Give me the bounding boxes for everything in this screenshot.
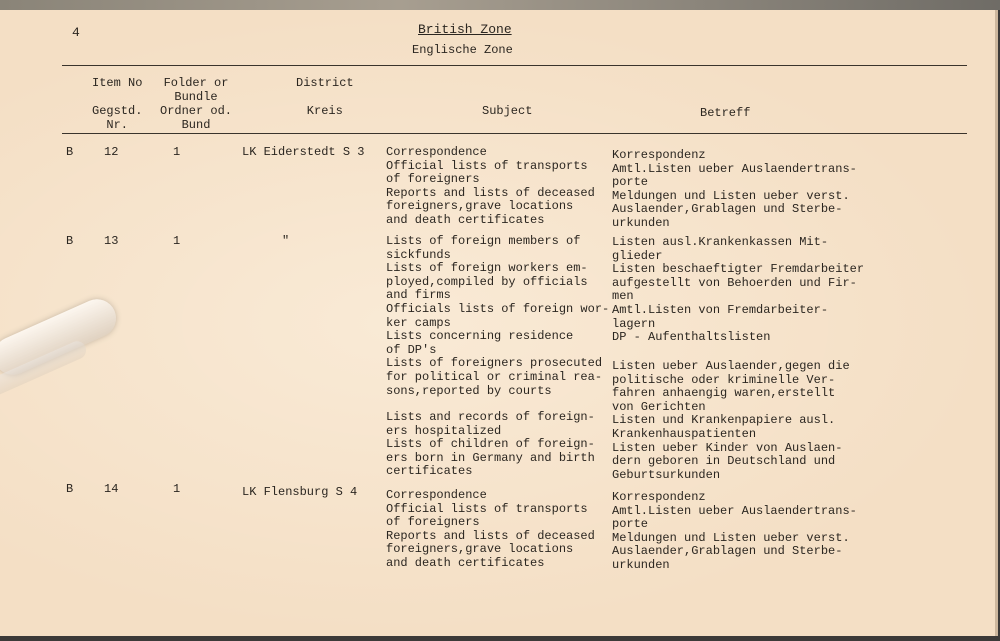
scan-top-edge — [0, 0, 1000, 10]
page-subtitle: Englische Zone — [412, 43, 513, 57]
document-page — [0, 10, 998, 636]
header-top-rule — [62, 65, 967, 66]
row-14-betreff: Korrespondenz Amtl.Listen ueber Auslaendertrans- porte Meldungen und Listen ueber verst. Auslaender,Grablagen und Sterbe- urkunden — [612, 490, 857, 572]
column-header-district: District Kreis — [296, 76, 354, 118]
row-14-subject: Correspondence Official lists of transports of foreigners Reports and lists of deceased foreigners,grave locations and death certificates — [386, 488, 595, 570]
column-header-subject: Subject — [482, 104, 533, 118]
row-14-series: B — [66, 482, 74, 496]
row-13-betreff-part-2: Listen ueber Auslaender,gegen die politische oder kriminelle Ver- fahren anhaengig waren,erstellt von Gerichten Listen und Krankenpapiere ausl. Krankenhauspatienten Listen ueber Kinder von Auslaen- dern geboren in Deutschland und Geburtsurkunden — [612, 359, 850, 482]
row-13-subject-part-2: Lists and records of foreign- ers hospitalized Lists of children of foreign- ers born in Germany and birth certificates — [386, 410, 595, 479]
page-title: British Zone — [418, 22, 512, 37]
row-12-folder: 1 — [173, 145, 181, 159]
row-14-district: LK Flensburg S 4 — [242, 485, 358, 499]
row-13-item-no: 13 — [104, 234, 119, 248]
row-14-item-no: 14 — [104, 482, 119, 496]
column-header-betreff: Betreff — [700, 106, 751, 120]
row-13-betreff-part-1: Listen ausl.Krankenkassen Mit- glieder Listen beschaeftigter Fremdarbeiter aufgestellt von Behoerden und Fir- men Amtl.Listen von Fremdarbeiter- lagern DP - Aufenthaltslisten — [612, 235, 865, 345]
row-12-subject: Correspondence Official lists of transports of foreigners Reports and lists of deceased foreigners,grave locations and death certificates — [386, 145, 595, 227]
row-13-subject-part-1: Lists of foreign members of sickfunds Lists of foreign workers em- ployed,compiled by officials and firms Officials lists of foreign wor- ker camps Lists concerning residence of DP's Lists of foreigners prosecuted for political or criminal rea- sons,reported by courts — [386, 234, 610, 398]
row-12-district: LK Eiderstedt S 3 — [242, 145, 365, 159]
row-14-folder: 1 — [173, 482, 181, 496]
row-12-item-no: 12 — [104, 145, 119, 159]
row-13-district-ditto: " — [282, 234, 290, 248]
row-12-series: B — [66, 145, 74, 159]
column-header-item-no: Item No Gegstd. Nr. — [92, 76, 143, 132]
column-header-folder: Folder or Bundle Ordner od. Bund — [160, 76, 233, 132]
page-number: 4 — [72, 25, 80, 40]
row-13-folder: 1 — [173, 234, 181, 248]
header-bottom-rule — [62, 133, 967, 134]
row-13-series: B — [66, 234, 74, 248]
row-12-betreff: Korrespondenz Amtl.Listen ueber Auslaendertrans- porte Meldungen und Listen ueber verst. Auslaender,Grablagen und Sterbe- urkunden — [612, 148, 857, 230]
